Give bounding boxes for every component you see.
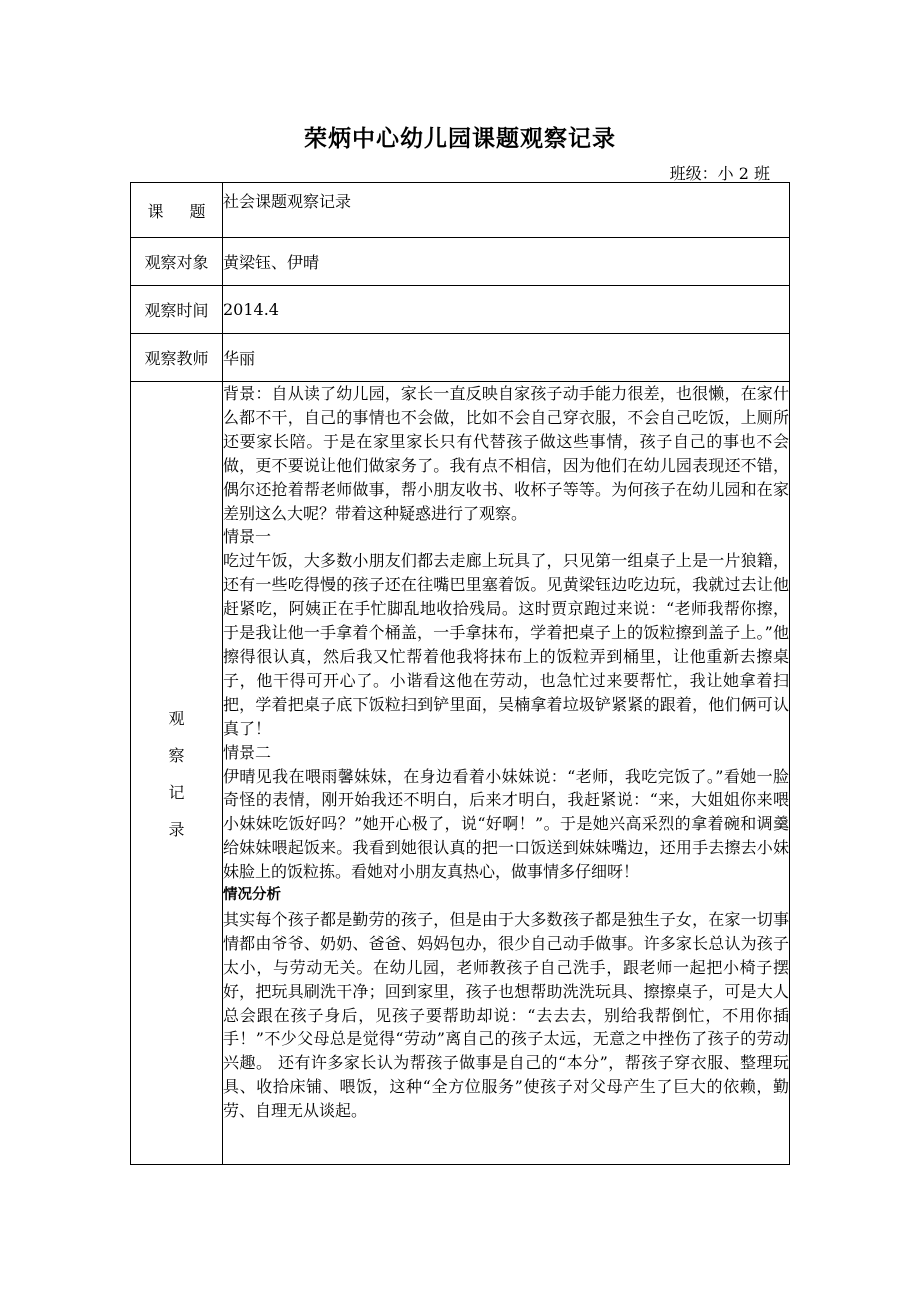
subject-label: 观察对象	[131, 238, 223, 286]
record-label-char: 察	[168, 746, 185, 765]
scene-two-heading: 情景二	[223, 742, 272, 762]
time-value: 2014.4	[223, 286, 790, 334]
observation-record-table	[130, 182, 790, 1165]
scene-two-paragraph: 伊晴见我在喂雨馨妹妹，在身边看着小妹妹说：“老师，我吃完饭了。”看她一脸奇怪的表情，刚开始我还不明白，后来才明白，我赶紧说：“来，大姐姐你来喂小妹妹吃饭好吗？”她开心极了，说“好啊！”。于是她兴高采烈的拿着碗和调羹给妹妹喂起饭来。我看到她很认真的把一口饭送到妹妹嘴边，还用手去擦去小妹妹脸上的饭粒拣。看她对小朋友真热心，做事情多仔细呀！	[223, 766, 789, 882]
teacher-row	[131, 334, 790, 382]
record-content	[223, 382, 790, 1165]
time-label: 观察时间	[131, 286, 223, 334]
topic-row	[131, 183, 790, 238]
record-label-char: 观	[168, 709, 185, 728]
scene-one-paragraph: 吃过午饭，大多数小朋友们都去走廊上玩具了，只见第一组桌子上是一片狼籍，还有一些吃得慢的孩子还在往嘴巴里塞着饭。见黄梁钰边吃边玩，我就过去让他赶紧吃，阿姨正在手忙脚乱地收拾残局。这时贾京跑过来说：“老师我帮你擦，于是我让他一手拿着个桶盖，一手拿抹布，学着把桌子上的饭粒擦到盖子上。”他擦得很认真，然后我又忙帮着他我将抹布上的饭粒弄到桶里，让他重新去擦桌子，他干得可开心了。小谐看这他在劳动，也急忙过来要帮忙，我让她拿着扫把，学着把桌子底下饭粒扫到铲里面，吴楠拿着垃圾铲紧紧的跟着，他们俩可认真了！	[223, 551, 789, 738]
analysis-paragraph: 其实每个孩子都是勤劳的孩子，但是由于大多数孩子都是独生子女，在家一切事情都由爷爷、奶奶、爸爸、妈妈包办，很少自己动手做事。许多家长总认为孩子太小，与劳动无关。在幼儿园，老师教孩子自己洗手，跟老师一起把小椅子摆好，把玩具刷洗干净；回到家里，孩子也想帮助洗洗玩具、擦擦桌子，可是大人总会跟在孩子身后，见孩子要帮助却说：“去去去，别给我帮倒忙，不用你插手！”不少父母总是觉得“劳动”离自己的孩子太远，无意之中挫伤了孩子的劳动兴趣。 还有许多家长认为帮孩子做事是自己的“本分”，帮孩子穿衣服、整理玩具、收拾床铺、喂饭，这种“全方位服务”使孩子对父母产生了巨大的依赖，勤劳、自理无从谈起。	[223, 909, 789, 1121]
record-label-char: 录	[168, 820, 185, 839]
scene-one-heading: 情景一	[223, 527, 272, 547]
background-paragraph: 背景：自从读了幼儿园，家长一直反映自家孩子动手能力很差，也很懒，在家什么都不干，自己的事情也不会做，比如不会自己穿衣服，不会自己吃饭，上厕所还要家长陪。于是在家里家长只有代替孩子做这些事情，孩子自己的事也不会做，更不要说让他们做家务了。我有点不相信，因为他们在幼儿园表现还不错，偶尔还抢着帮老师做事，帮小朋友收书、收杯子等等。为何孩子在幼儿园和在家差别这么大呢？带着这种疑惑进行了观察。	[223, 384, 789, 523]
record-label-vertical	[131, 706, 222, 840]
subject-value: 黄梁钰、伊晴	[223, 238, 790, 286]
page-title: 荣炳中心幼儿园课题观察记录	[304, 126, 616, 152]
time-row	[131, 286, 790, 334]
record-label-char: 记	[168, 783, 185, 802]
record-label	[131, 382, 223, 1165]
analysis-heading: 情况分析	[223, 887, 281, 904]
topic-label-char-1: 课	[147, 201, 164, 221]
teacher-value: 华丽	[223, 334, 790, 382]
record-row	[131, 382, 790, 1165]
topic-label-char-2: 题	[189, 201, 206, 221]
subject-row	[131, 238, 790, 286]
topic-label	[131, 183, 223, 238]
class-info: 班级：小 2 班	[669, 164, 770, 183]
teacher-label: 观察教师	[131, 334, 223, 382]
topic-value: 社会课题观察记录	[223, 183, 790, 238]
